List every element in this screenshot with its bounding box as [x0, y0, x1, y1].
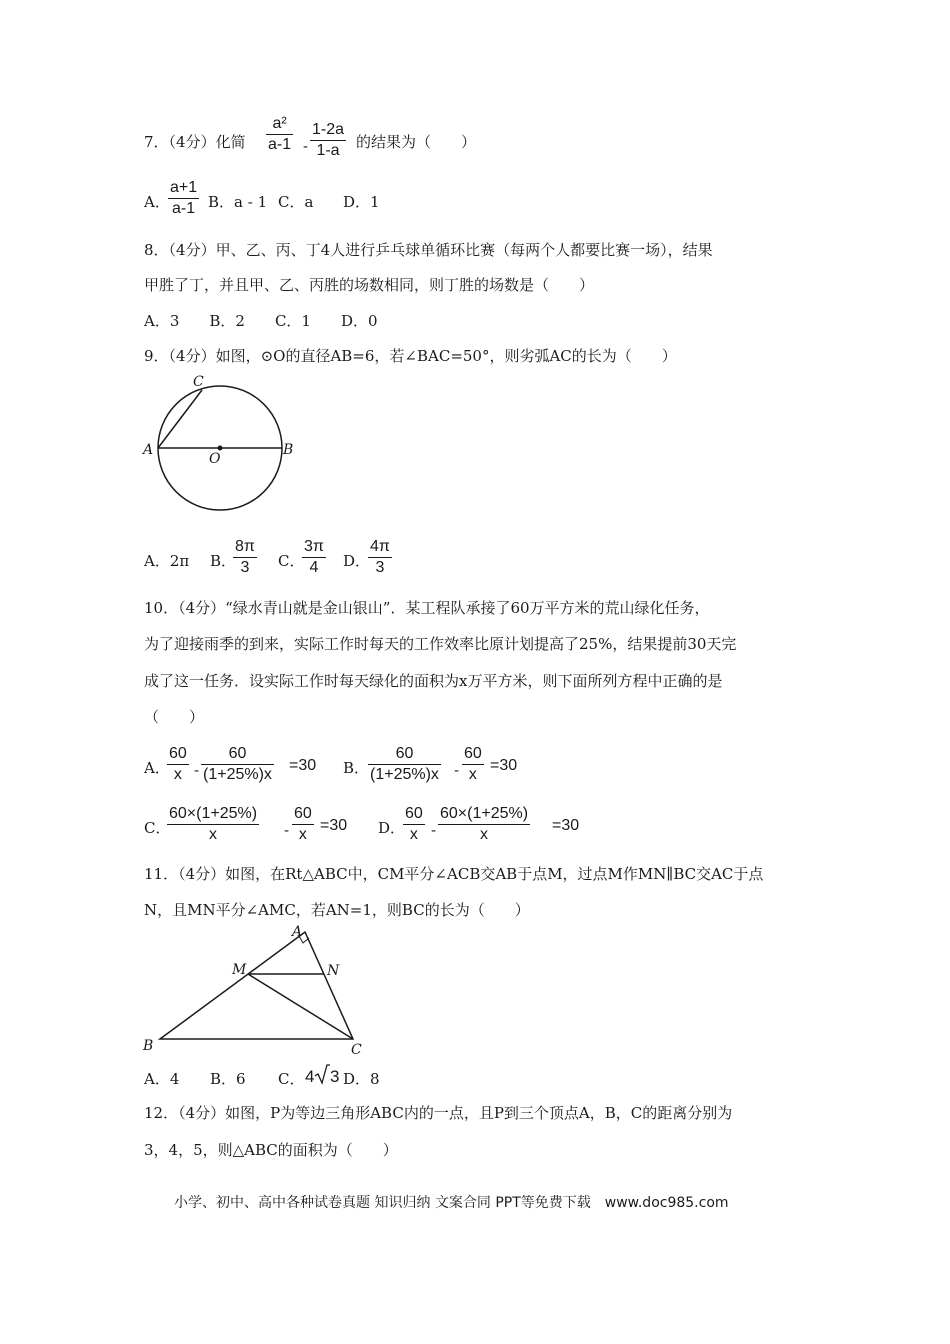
q9-option-d-fraction: 4π 3 — [370, 538, 390, 576]
q7-stem-number: 7．（4分）化简 — [144, 133, 246, 151]
q10-option-c-minus: - — [284, 821, 290, 839]
q10-option-b-label: B． — [343, 759, 370, 777]
q10-option-d-label: D． — [378, 819, 406, 837]
q10-option-c-rhs: =30 — [320, 817, 348, 834]
q9-stem: 9．（4分）如图，⊙O的直径AB=6，若∠BAC=50°，则劣弧AC的长为（ ） — [144, 347, 677, 365]
q9-option-c-label: C． — [278, 552, 305, 570]
q11-option-d: D．8 — [343, 1070, 380, 1088]
q8-line-1: 8．（4分）甲、乙、丙、丁4人进行乒乓球单循环比赛（每两个人都要比赛一场），结果 — [144, 241, 713, 259]
q11-option-c-coefficient: 4 — [305, 1067, 315, 1086]
q10-option-b-fraction-1: 60 (1+25%)x — [370, 745, 439, 783]
label-m: M — [232, 962, 247, 978]
q8-line-2: 甲胜了丁，并且甲、乙、丙胜的场数相同，则丁胜的场数是（ ） — [144, 276, 595, 294]
q7-option-b: B．a - 1 — [208, 193, 268, 211]
q10-option-d-rhs: =30 — [552, 817, 580, 834]
q10-option-a-fraction-1: 60 x — [169, 745, 187, 783]
q10-option-a-fraction-2: 60 (1+25%)x — [203, 745, 272, 783]
q10-option-d-minus: - — [431, 821, 437, 839]
label-b: B — [143, 1038, 154, 1054]
q11-line-1: 11．（4分）如图，在Rt△ABC中，CM平分∠ACB交AB于点M，过点M作MN∥BC交AC于点 — [144, 865, 764, 883]
q11-triangle-figure — [140, 922, 380, 1057]
q9-option-b-fraction: 8π 3 — [235, 538, 255, 576]
triangle-abc — [160, 932, 353, 1039]
q7-option-a-label: A． — [144, 193, 170, 211]
q10-option-a-minus: - — [194, 761, 200, 779]
label-c: C — [351, 1042, 362, 1057]
q9-option-c-fraction: 3π 4 — [304, 538, 324, 576]
q7-option-a-fraction: a+1 a-1 — [170, 179, 198, 217]
q7-minus: - — [303, 137, 309, 155]
q10-option-c-fraction-1: 60×(1+25%) x — [169, 805, 258, 843]
center-point — [218, 446, 223, 451]
q10-line-4: （ ） — [144, 708, 205, 726]
q7-fraction-1: a² a-1 — [268, 115, 292, 153]
q9-option-d-label: D． — [343, 552, 371, 570]
label-a: A — [143, 442, 154, 458]
footer-text: 小学、初中、高中各种试卷真题 知识归纳 文案合同 PPT等免费下载 www.doc985.com — [174, 1195, 729, 1211]
q10-line-3: 成了这一任务．设实际工作时每天绿化的面积为x万平方米，则下面所列方程中正确的是 — [144, 672, 723, 690]
q12-line-2: 3，4，5，则△ABC的面积为（ ） — [144, 1141, 398, 1159]
label-o: O — [209, 451, 221, 467]
q7-stem-tail: 的结果为（ ） — [356, 133, 477, 151]
label-n: N — [327, 963, 340, 979]
q10-option-b-minus: - — [454, 761, 460, 779]
q7-option-d: D．1 — [343, 193, 380, 211]
q11-option-c-label: C． — [278, 1070, 305, 1088]
q7-fraction-2: 1-2a 1-a — [312, 121, 345, 159]
q10-option-d-fraction-2: 60×(1+25%) x — [440, 805, 529, 843]
q10-option-c-fraction-2: 60 x — [294, 805, 312, 843]
label-b: B — [283, 442, 294, 458]
segment-mc — [248, 974, 353, 1039]
q11-line-2: N，且MN平分∠AMC，若AN=1，则BC的长为（ ） — [144, 901, 530, 919]
q9-option-b-label: B． — [210, 552, 237, 570]
q9-circle-figure — [140, 368, 300, 513]
q11-option-b: B．6 — [210, 1070, 246, 1088]
label-a: A — [292, 924, 303, 940]
label-c: C — [193, 374, 204, 390]
q11-option-c-radicand: 3 — [330, 1067, 340, 1086]
q10-option-b-fraction-2: 60 x — [464, 745, 482, 783]
q10-option-a-label: A． — [144, 759, 170, 777]
q10-option-d-fraction-1: 60 x — [405, 805, 423, 843]
q10-line-2: 为了迎接雨季的到来，实际工作时每天的工作效率比原计划提高了25%，结果提前30天完 — [144, 635, 737, 653]
q7-option-c: C．a — [278, 193, 314, 211]
q10-option-c-label: C． — [144, 819, 171, 837]
q10-option-b-rhs: =30 — [490, 757, 518, 774]
q9-option-a: A．2π — [144, 552, 190, 570]
q12-line-1: 12．（4分）如图，P为等边三角形ABC内的一点，且P到三个顶点A，B，C的距离分别为 — [144, 1104, 733, 1122]
sqrt-icon — [314, 1063, 330, 1085]
q10-option-a-rhs: =30 — [289, 757, 317, 774]
q11-option-a: A．4 — [144, 1070, 180, 1088]
q8-options: A．3 B．2 C．1 D．0 — [144, 312, 378, 330]
q10-line-1: 10．（4分）“绿水青山就是金山银山”．某工程队承接了60万平方米的荒山绿化任务， — [144, 599, 710, 617]
